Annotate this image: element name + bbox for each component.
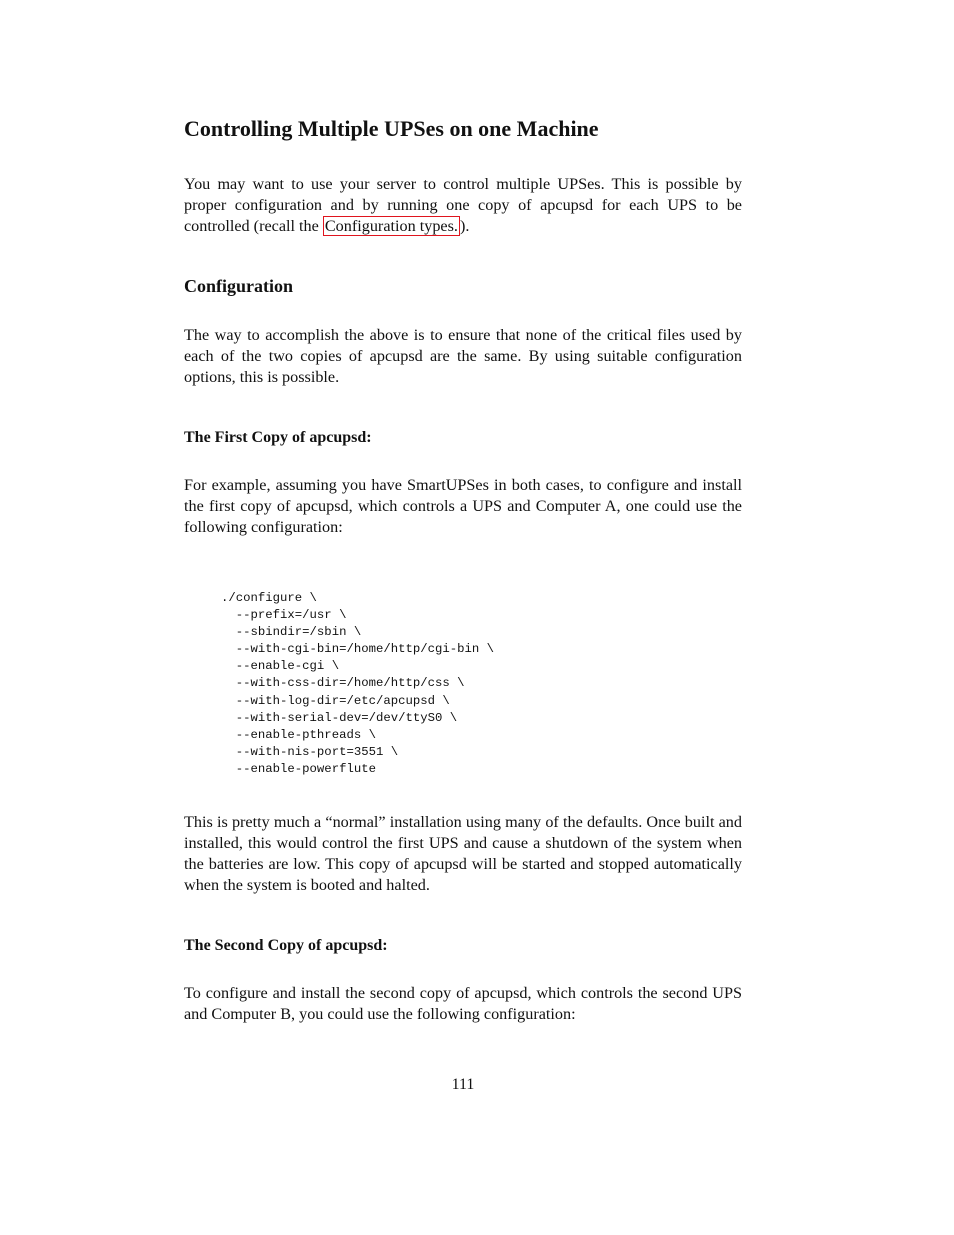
intro-text-before-link: You may want to use your server to control multiple UPSes. This is possible by proper configuration and by running one copy of apcupsd for each UPS to be controlled (recall the xyxy=(184,175,742,235)
page-number: 111 xyxy=(451,1076,475,1093)
first-copy-after-paragraph: This is pretty much a “normal” installation using many of the defaults. Once built and installed, this would control the first UPS and cause a shutdown of the system when the batteries are low. This copy of apcupsd will be started and stopped automatically when the system is booted and halted. xyxy=(184,813,742,894)
first-copy-heading: The First Copy of apcupsd: xyxy=(184,429,372,446)
intro-text-after-link: ). xyxy=(459,217,470,235)
intro-paragraph xyxy=(184,174,742,237)
page-title: Controlling Multiple UPSes on one Machine xyxy=(184,116,599,141)
configuration-paragraph: The way to accomplish the above is to ensure that none of the critical files used by each of the two copies of apcupsd are the same. By using suitable configuration options, this is possible. xyxy=(184,326,742,386)
configure-code-block: ./configure \ --prefix=/usr \ --sbindir=/sbin \ --with-cgi-bin=/home/http/cgi-bin \ --enable-cgi \ --with-css-dir=/home/http/css \ --with-log-dir=/etc/apcupsd \ --with-serial-dev=/dev/ttyS0 \ --enable-pthreads \ --with-nis-port=3551 \ --enable-powerflute xyxy=(221,591,495,776)
first-copy-paragraph: For example, assuming you have SmartUPSes in both cases, to configure and install the first copy of apcupsd, which controls a UPS and Computer A, one could use the following configuration: xyxy=(184,476,742,536)
second-copy-paragraph: To configure and install the second copy of apcupsd, which controls the second UPS and Computer B, you could use the following configuration: xyxy=(184,984,742,1023)
second-copy-heading: The Second Copy of apcupsd: xyxy=(184,937,388,954)
configuration-types-link[interactable]: Configuration types. xyxy=(324,217,458,235)
configuration-heading: Configuration xyxy=(184,276,294,296)
